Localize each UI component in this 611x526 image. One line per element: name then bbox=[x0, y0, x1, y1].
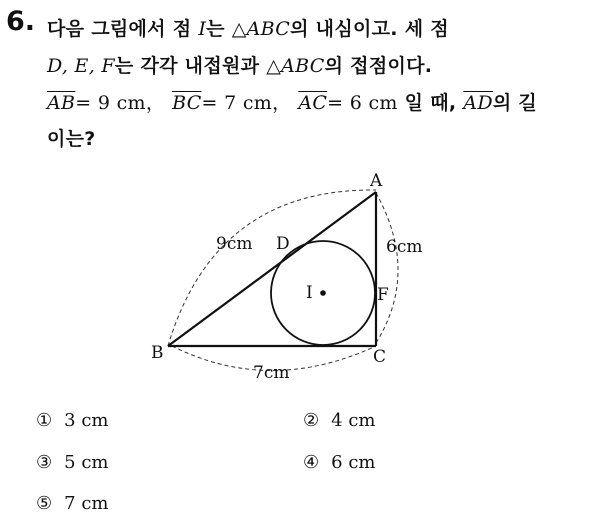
option-5[interactable] bbox=[36, 493, 108, 514]
text: 일 때, bbox=[397, 92, 464, 114]
label-f: F bbox=[377, 285, 389, 305]
label-b: B bbox=[151, 343, 164, 363]
point-i: I bbox=[198, 18, 207, 40]
incenter-dot bbox=[320, 290, 326, 296]
option-number: ④ bbox=[303, 452, 320, 473]
text: 의 접점이다. bbox=[324, 55, 433, 77]
ab-value: = 9 cm， bbox=[75, 92, 166, 114]
option-text: 5 cm bbox=[64, 452, 109, 473]
label-bc-length: 7cm bbox=[253, 363, 290, 383]
label-ab-length: 9cm bbox=[216, 234, 253, 254]
text: 는 각각 내접원과 bbox=[114, 55, 267, 77]
label-ac-length: 6cm bbox=[386, 237, 423, 257]
ac-dashed-arc bbox=[376, 193, 398, 343]
option-2[interactable] bbox=[303, 410, 375, 431]
option-number: ③ bbox=[36, 452, 53, 473]
option-text: 6 cm bbox=[331, 452, 376, 473]
ac-value: = 6 cm bbox=[327, 92, 398, 114]
option-text: 7 cm bbox=[64, 493, 109, 514]
question-number: 6. bbox=[6, 6, 36, 37]
label-c: C bbox=[373, 347, 387, 367]
option-4[interactable] bbox=[303, 452, 375, 473]
label-d: D bbox=[276, 234, 290, 254]
option-3[interactable] bbox=[36, 452, 108, 473]
label-a: A bbox=[370, 171, 383, 191]
option-1[interactable] bbox=[36, 410, 108, 431]
triangle-abc: △ABC bbox=[231, 18, 291, 40]
option-text: 3 cm bbox=[64, 410, 109, 431]
triangle-abc: △ABC bbox=[266, 55, 325, 77]
text: 의 내심이고. 세 점 bbox=[290, 18, 449, 40]
question-line-2 bbox=[47, 51, 432, 78]
text: 의 길 bbox=[492, 92, 538, 114]
question-line-3 bbox=[47, 88, 537, 115]
point-e: E, bbox=[74, 55, 102, 77]
side-ab bbox=[168, 192, 376, 346]
question-line-1 bbox=[47, 14, 449, 41]
point-f: F bbox=[101, 55, 115, 77]
question-line-4: 이는? bbox=[47, 128, 96, 150]
option-number: ⑤ bbox=[36, 493, 53, 514]
segment-ad: $\overline{AD}$ bbox=[463, 92, 493, 114]
triangle-figure bbox=[150, 165, 440, 390]
segment-ab: $\overline{AB}$ bbox=[47, 92, 76, 114]
text: 다음 그림에서 점 bbox=[47, 18, 199, 40]
label-i: I bbox=[306, 283, 313, 303]
bc-value: = 7 cm， bbox=[201, 92, 292, 114]
option-text: 4 cm bbox=[331, 410, 376, 431]
text: 는 bbox=[206, 18, 232, 40]
segment-bc: $\overline{BC}$ bbox=[172, 92, 202, 114]
point-d: D, bbox=[47, 55, 75, 77]
option-number: ② bbox=[303, 410, 320, 431]
option-number: ① bbox=[36, 410, 53, 431]
segment-ac: $\overline{AC}$ bbox=[298, 92, 328, 114]
